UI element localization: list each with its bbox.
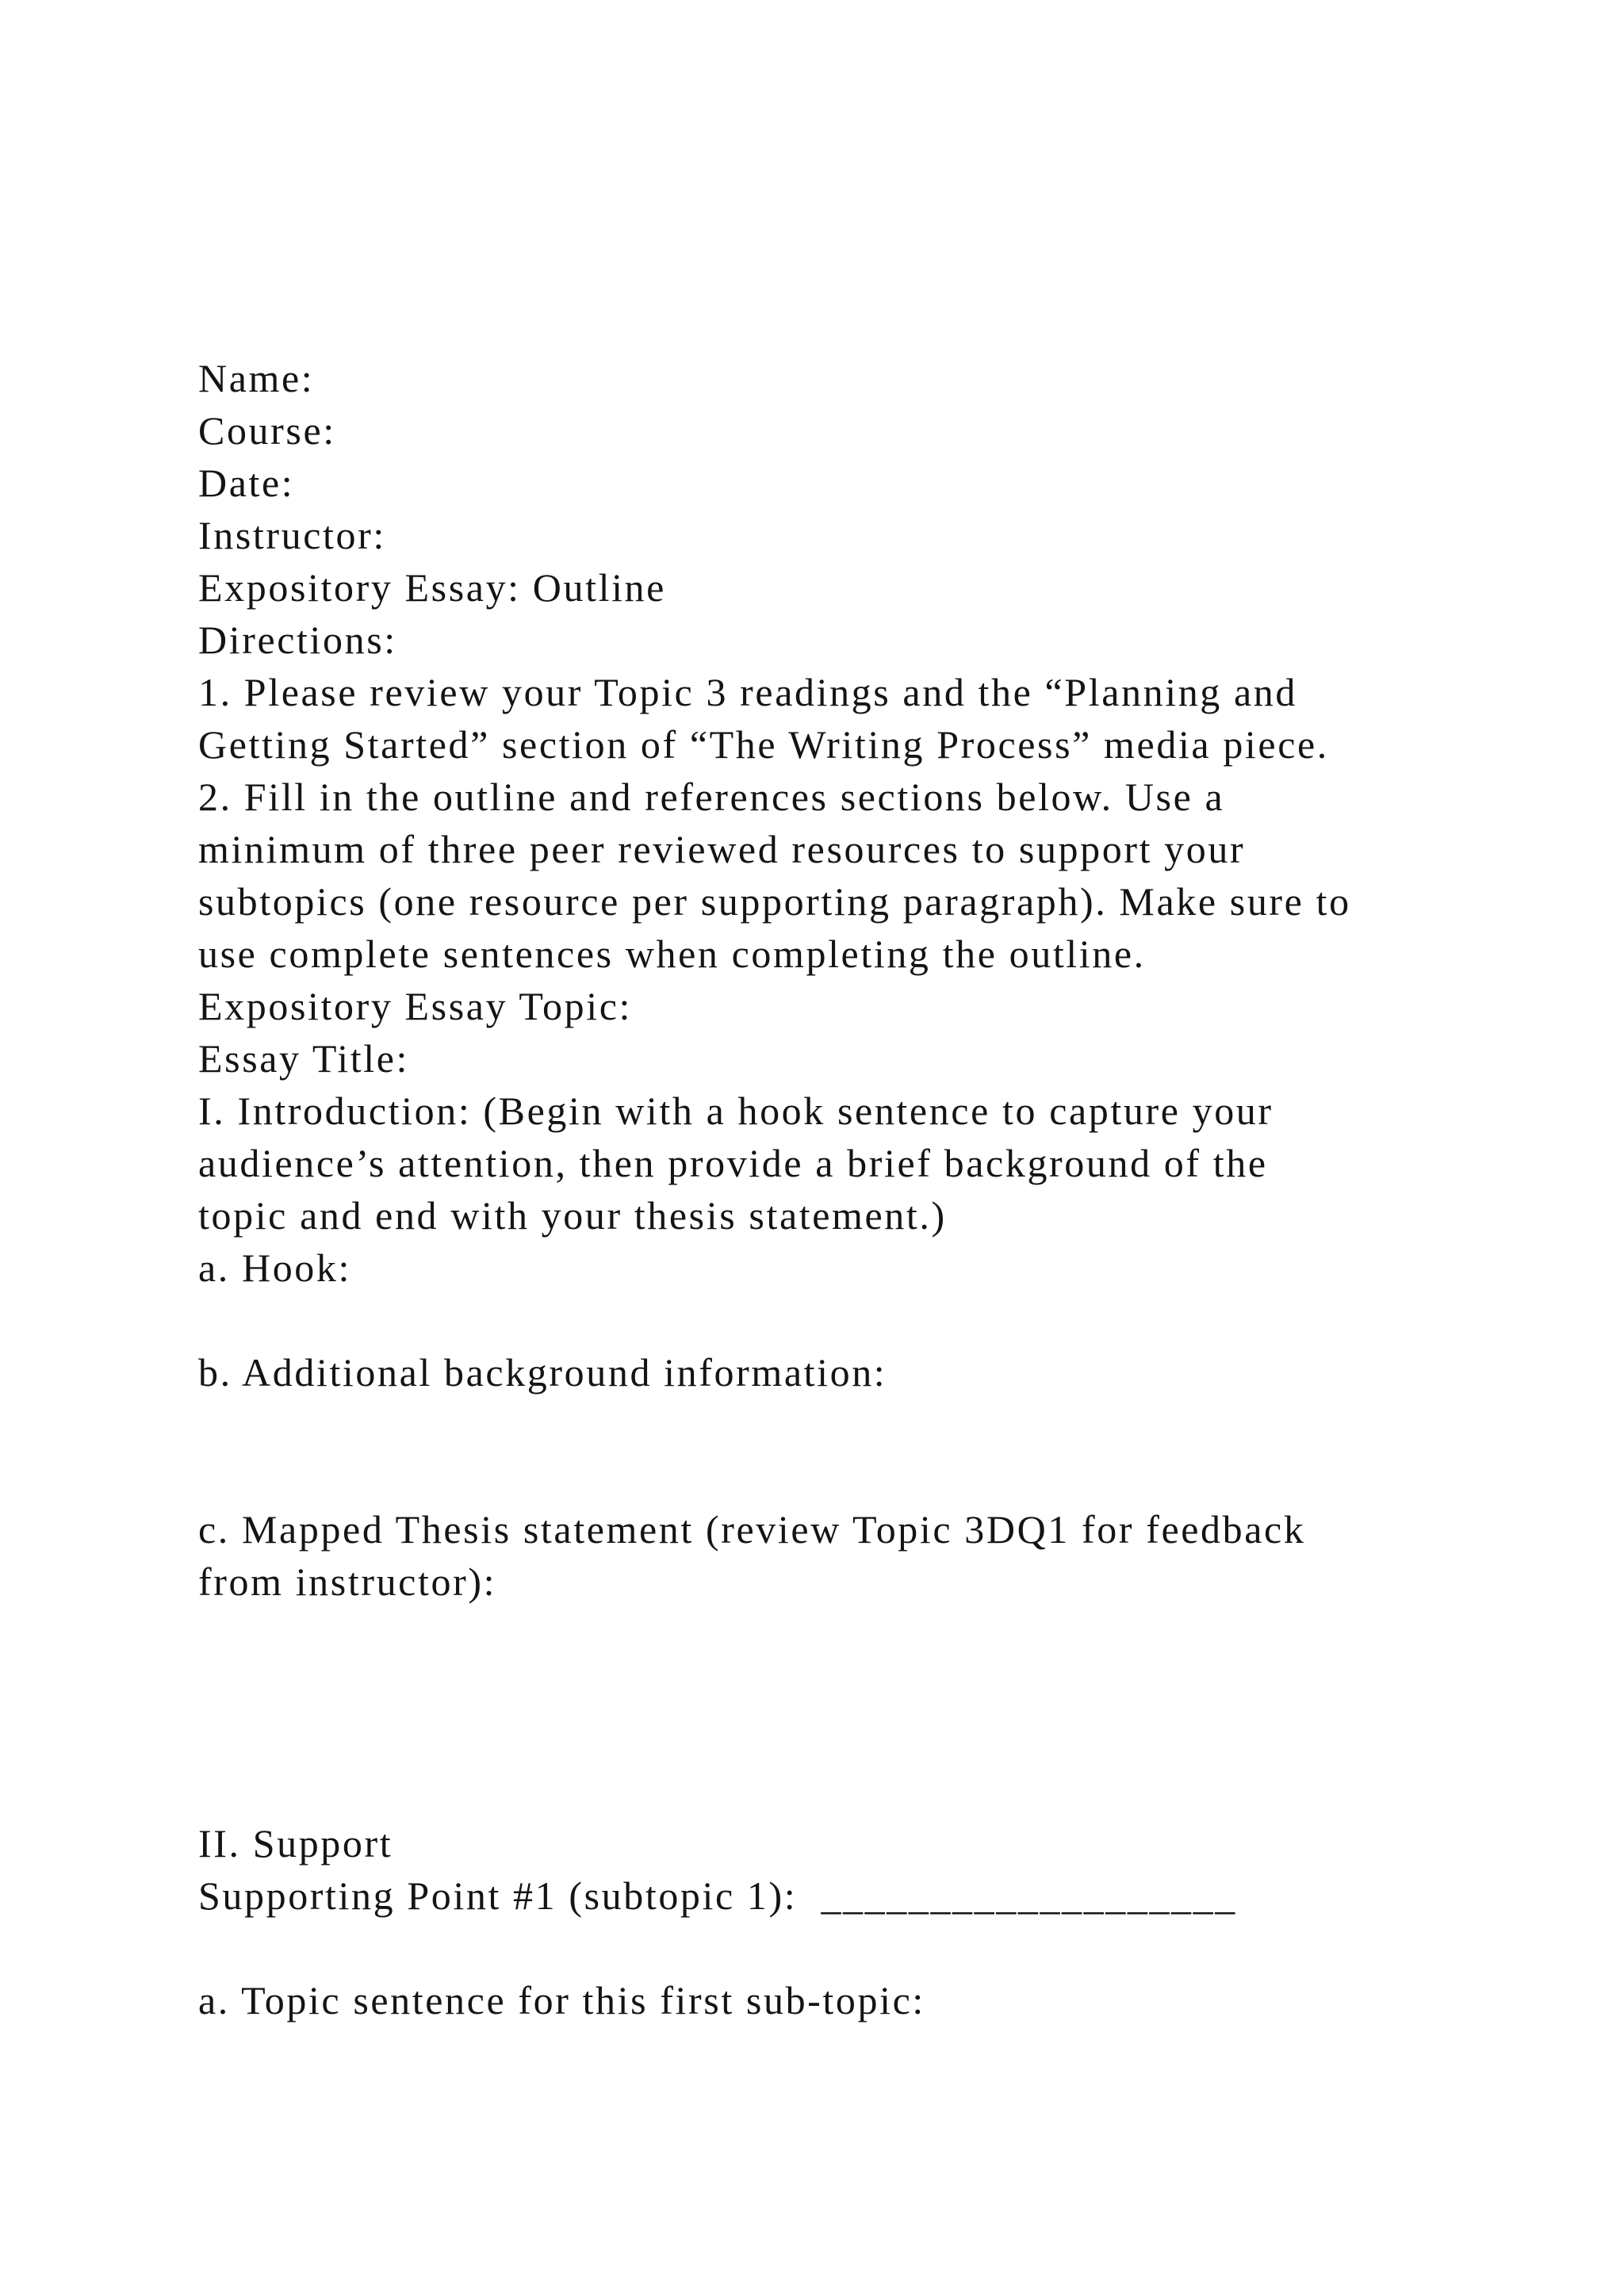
supporting-point-1-label: Supporting Point #1 (subtopic 1): ___________________ [198,1873,1237,1918]
directions-item-2-line-2: minimum of three peer reviewed resources to support your [198,827,1246,871]
introduction-heading-line-2: audience’s attention, then provide a brief background of the [198,1141,1268,1185]
course-label: Course: [198,408,336,453]
directions-item-1-line-2: Getting Started” section of “The Writing Process” media piece. [198,722,1329,767]
date-label: Date: [198,461,295,505]
directions-item-1-line-1: 1. Please review your Topic 3 readings and the “Planning and [198,670,1297,714]
hook-label: a. Hook: [198,1246,351,1290]
topic-sentence-label: a. Topic sentence for this first sub-topic: [198,1978,925,2022]
thesis-label-line-2: from instructor): [198,1559,497,1604]
support-heading: II. Support [198,1821,393,1866]
directions-item-2-line-3: subtopics (one resource per supporting paragraph). Make sure to [198,879,1351,924]
background-label: b. Additional background information: [198,1350,887,1395]
introduction-heading-line-3: topic and end with your thesis statement.) [198,1193,947,1238]
instructor-label: Instructor: [198,513,386,557]
essay-topic-label: Expository Essay Topic: [198,984,633,1028]
name-label: Name: [198,356,315,400]
directions-item-2-line-4: use complete sentences when completing the outline. [198,932,1146,976]
thesis-label-line-1: c. Mapped Thesis statement (review Topic 3DQ1 for feedback [198,1507,1306,1552]
essay-title-label: Essay Title: [198,1036,409,1081]
page-title: Expository Essay: Outline [198,565,666,610]
directions-heading: Directions: [198,618,397,662]
introduction-heading-line-1: I. Introduction: (Begin with a hook sentence to capture your [198,1089,1274,1133]
directions-item-2-line-1: 2. Fill in the outline and references sections below. Use a [198,775,1225,819]
